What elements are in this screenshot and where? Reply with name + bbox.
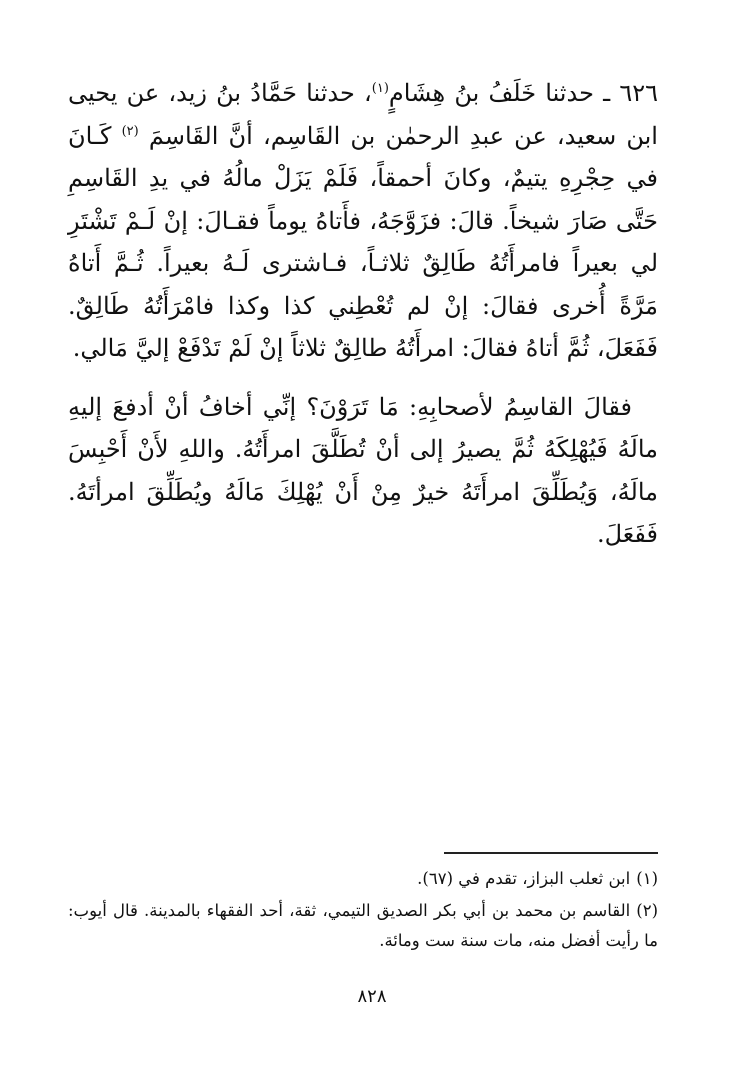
footnote-divider — [444, 852, 658, 854]
hadith-matn: كَـانَ في حِجْرِهِ يتيمٌ، وكانَ أحمقاً، فَلَمْ يَزَلْ مالُهُ في يدِ القَاسِمِ حَتَّى صَارَ شيخاً. قالَ: فزَوَّجَهُ، فأَتاهُ يوماً فقـالَ: إنْ لَـمْ تَشْتَرِ لي بعيراً فامرأَتُهُ طَالِقٌ ثلاثـاً، فـاشترى لَـهُ بعيراً. ثُـمَّ أَتاهُ مَرَّةً أُخرى فقالَ: إنْ لم تُعْطِني كذا وكذا فامْرَأَتُهُ طَالِقٌ. فَفَعَلَ، ثُمَّ أتاهُ فقالَ: امرأَتُهُ طالِقٌ ثلاثاً إنْ لَمْ تَدْفَعْ إليَّ مَالي. — [68, 121, 658, 362]
commentary-paragraph: فقالَ القاسِمُ لأصحابِهِ: مَا تَرَوْنَ؟ إنِّي أخافُ أنْ أدفعَ إليهِ مالَهُ فَيُهْلِكَهُ ثُمَّ يصيرُ إلى أنْ تُطَلَّقَ امرأَتُهُ. واللهِ لأَنْ أَحْبِسَ مالَهُ، وَيُطَلِّقَ امرأَتَهُ خيرٌ مِنْ أَنْ يُهْلِكَ مَالَهُ ويُطَلِّقَ امرأتَهُ. فَفَعَلَ. — [68, 392, 658, 548]
hadith-number: ٦٢٦ ـ — [603, 79, 658, 107]
footnotes-section — [68, 864, 658, 958]
footnote-ref-2: (٢) — [121, 123, 139, 139]
main-text-block — [68, 72, 658, 556]
footnote-number: (١) — [636, 869, 658, 888]
hadith-isnad-continued: ، حدثنا حَمَّادُ بنُ زيد، عن يحيى ابن سعيد، عن عبدِ الرحمٰن بن القَاسِم، أنَّ القَاسِمَ — [68, 79, 658, 150]
page-number: ٨٢٨ — [357, 986, 387, 1007]
footnote-ref-1: (١) — [371, 81, 389, 96]
footnote-number: (٢) — [636, 901, 658, 920]
footnote-2 — [68, 896, 658, 956]
hadith-paragraph — [68, 72, 658, 370]
hadith-isnad-start: حدثنا خَلَفُ بنُ هِشَامٍ — [388, 79, 594, 107]
footnote-text: ابن ثعلب البزاز، تقدم في (٦٧). — [417, 869, 631, 888]
footnote-1 — [68, 864, 658, 894]
footnote-text: القاسم بن محمد بن أبي بكر الصديق التيمي، ثقة، أحد الفقهاء بالمدينة. قال أيوب: ما رأيت أفضل منه، مات سنة ست ومائة. — [68, 901, 658, 950]
